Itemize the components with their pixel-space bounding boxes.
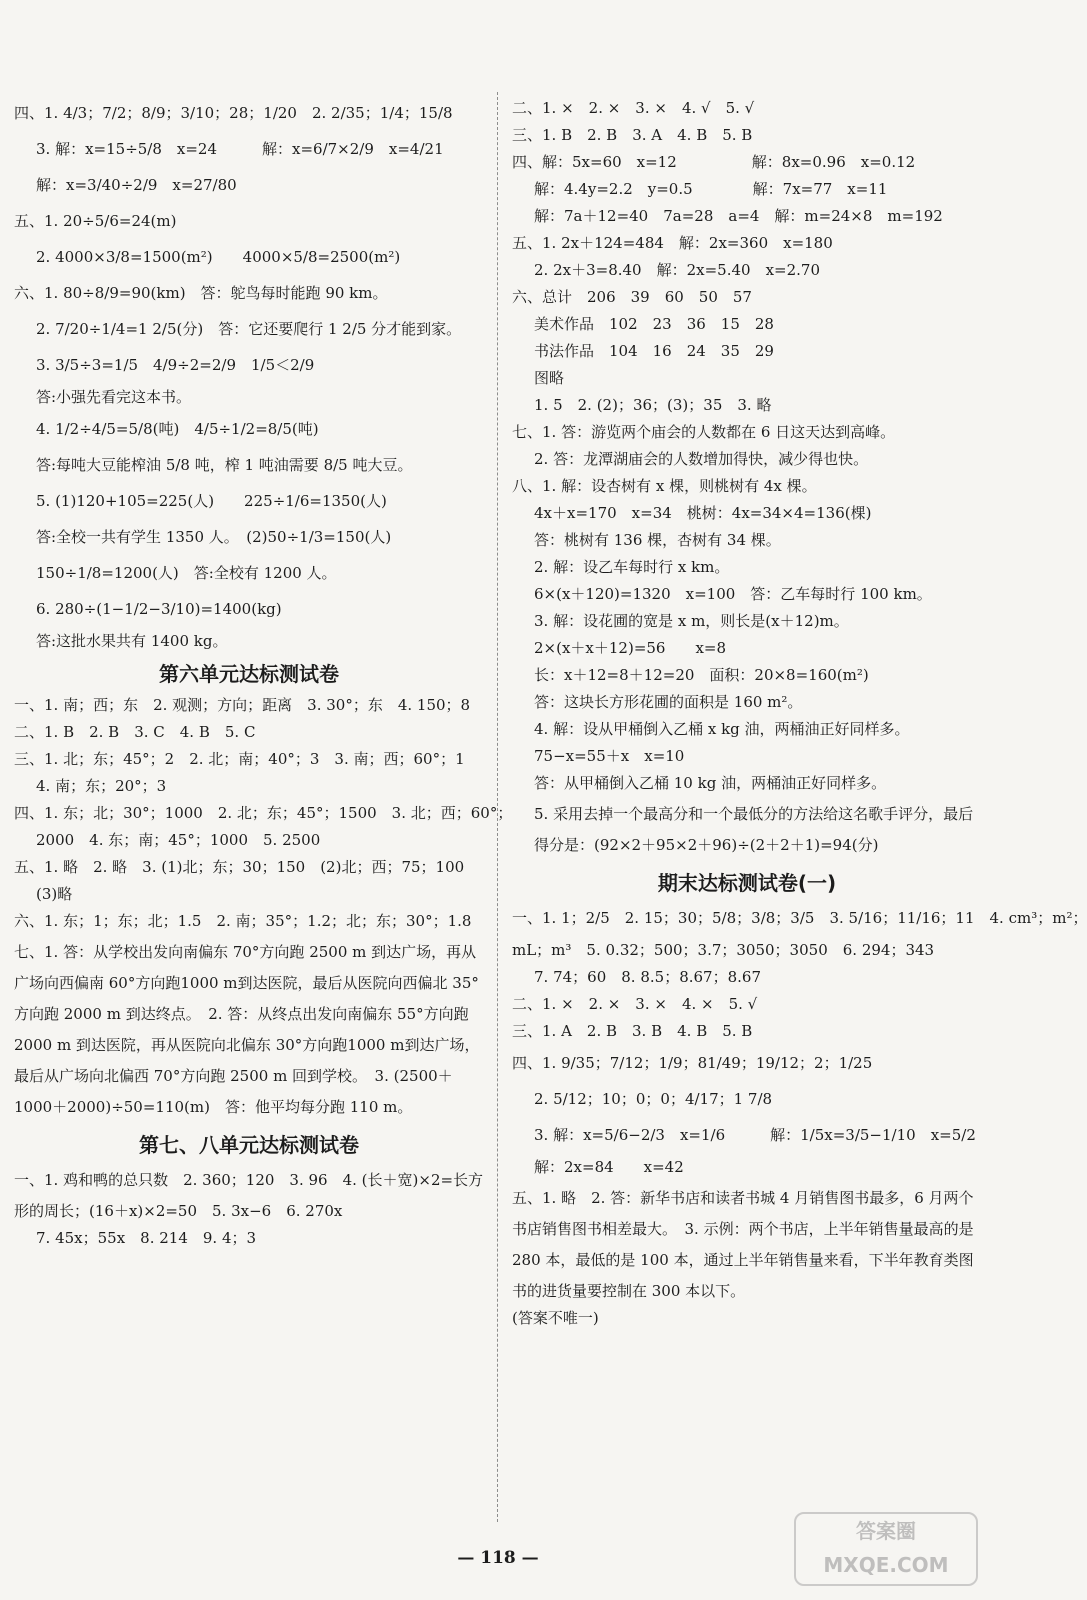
answer-line: 图略 bbox=[534, 369, 565, 387]
answer-line: 75−x=55＋x x=10 bbox=[534, 747, 685, 765]
answer-line: 解：4.4y=2.2 y=0.5 解：7x=77 x=11 bbox=[534, 180, 888, 198]
right-answer-paragraph-2: 五、1. 略 2. 答：新华书店和读者书城 4 月销售图书最多，6 月两个书店销售图书相差最大。 3. 示例：两个书店，上半年销售量最高的是 280 本，最低的是 100 本，通过上半年销售量来看，下半年教育类图书的进货量要控制在 300 本以下。 bbox=[512, 1189, 974, 1300]
answer-line: 2000 4. 东；南；45°；1000 5. 2500 bbox=[36, 831, 321, 849]
answer-line: 解：x=3/40÷2/9 x=27/80 bbox=[36, 176, 237, 194]
left-answers-part1 bbox=[14, 98, 484, 652]
answer-line: 答:这批水果共有 1400 kg。 bbox=[36, 632, 228, 650]
left-answer-paragraph: 七、1. 答：从学校出发向南偏东 70°方向跑 2500 m 到达广场，再从广场向西偏南 60°方向跑1000 m到达医院，最后从医院向西偏北 35°方向跑 2000 m 到达终点。 2. 答：从终点出发向南偏东 55°方向跑 2000 m 到达医院，再从医院向北偏东 30°方向跑1000 m到达广场，最后从广场向北偏西 70°方向跑 2500 m 回到学校。 3. (2500＋1000＋2000)÷50=110(m) 答：他平均每分跑 110 m。 bbox=[14, 943, 480, 1116]
answer-line: 答:每吨大豆能榨油 5/8 吨，榨 1 吨油需要 8/5 吨大豆。 bbox=[36, 456, 413, 474]
answer-line: 1. 5 2. (2)；36；(3)；35 3. 略 bbox=[534, 396, 772, 414]
answer-line: 6. 280÷(1−1/2−3/10)=1400(kg) bbox=[36, 600, 282, 618]
answer-line: 3. 3/5÷3=1/5 4/9÷2=2/9 1/5＜2/9 bbox=[36, 356, 315, 374]
answer-line: 三、1. B 2. B 3. A 4. B 5. B bbox=[512, 126, 753, 144]
answer-line: 四、1. 9/35；7/12；1/9；81/49；19/12；2；1/25 bbox=[512, 1054, 873, 1072]
answer-line: 四、1. 4/3；7/2；8/9；3/10；28；1/20 2. 2/35；1/4；15/8 bbox=[14, 104, 453, 122]
answer-line: 解：7a＋12=40 7a=28 a=4 解：m=24×8 m=192 bbox=[534, 207, 943, 225]
left-answer-paragraph-2: 一、1. 鸡和鸭的总只数 2. 360；120 3. 96 4. (长＋宽)×2=长方形的周长；(16＋x)×2=50 5. 3x−6 6. 270x bbox=[14, 1171, 484, 1220]
answer-line: 答：桃树有 136 棵，杏树有 34 棵。 bbox=[534, 531, 781, 549]
answer-line: 2. 5/12；10；0；0；4/17；1 7/8 bbox=[534, 1090, 773, 1108]
answer-line: 2. 2x＋3=8.40 解：2x=5.40 x=2.70 bbox=[534, 261, 820, 279]
answer-line: 三、1. A 2. B 3. B 4. B 5. B bbox=[512, 1022, 753, 1040]
answer-line: 美术作品 102 23 36 15 28 bbox=[534, 315, 774, 333]
answer-line: (3)略 bbox=[36, 885, 73, 903]
page-number: — 118 — bbox=[457, 1548, 539, 1568]
answer-line: 四、1. 东；北；30°；1000 2. 北；东；45°；1500 3. 北；西；60°； bbox=[14, 804, 513, 822]
answer-line: 二、1. B 2. B 3. C 4. B 5. C bbox=[14, 723, 256, 741]
right-column bbox=[512, 92, 1087, 1329]
watermark-logo: 答案圈 MXQE.COM bbox=[794, 1512, 978, 1586]
answer-line: 答:小强先看完这本书。 bbox=[36, 388, 192, 406]
answer-line: 六、1. 东；1；东；北；1.5 2. 南；35°；1.2；北；东；30°；1.8 bbox=[14, 912, 472, 930]
answer-line: 4. 南；东；20°；3 bbox=[36, 777, 167, 795]
answer-line: 五、1. 20÷5/6=24(m) bbox=[14, 212, 177, 230]
answer-line: 书法作品 104 16 24 35 29 bbox=[534, 342, 774, 360]
answer-line: 四、解：5x=60 x=12 解：8x=0.96 x=0.12 bbox=[512, 153, 916, 171]
answer-line: 4. 解：设从甲桶倒入乙桶 x kg 油，两桶油正好同样多。 bbox=[534, 720, 910, 738]
answer-line: 4x＋x=170 x=34 桃树：4x=34×4=136(棵) bbox=[534, 504, 872, 522]
answer-line: 2. 4000×3/8=1500(m²) 4000×5/8=2500(m²) bbox=[36, 248, 401, 266]
answer-line: 3. 解：x=15÷5/8 x=24 解：x=6/7×2/9 x=4/21 bbox=[36, 140, 444, 158]
answer-line: 7. 74；60 8. 8.5；8.67；8.67 bbox=[534, 968, 761, 986]
answer-line: 六、总计 206 39 60 50 57 bbox=[512, 288, 752, 306]
left-answers-unit6 bbox=[14, 694, 513, 932]
answer-line: 六、1. 80÷8/9=90(km) 答：鸵鸟每时能跑 90 km。 bbox=[14, 284, 388, 302]
answer-line: 150÷1/8=1200(人) 答:全校有 1200 人。 bbox=[36, 564, 337, 582]
heading-final-exam-1: 期末达标测试卷(一) bbox=[657, 871, 837, 895]
answer-line: 2. 解：设乙车每时行 x km。 bbox=[534, 558, 730, 576]
answer-line: 3. 解：设花圃的宽是 x m，则长是(x＋12)m。 bbox=[534, 612, 849, 630]
left-column bbox=[14, 92, 513, 1249]
right-answer-paragraph: 5. 采用去掉一个最高分和一个最低分的方法给这名歌手评分，最后得分是：(92×2＋95×2＋96)÷(2＋2＋1)=94(分) bbox=[534, 805, 974, 854]
right-last-line: (答案不唯一) bbox=[512, 1309, 599, 1327]
answer-line: 答：从甲桶倒入乙桶 10 kg 油，两桶油正好同样多。 bbox=[534, 774, 887, 792]
answer-line: 二、1. × 2. × 3. × 4. × 5. √ bbox=[512, 995, 758, 1013]
answer-line: 五、1. 略 2. 略 3. (1)北；东；30；150 (2)北；西；75；100 bbox=[14, 858, 465, 876]
left-last-line: 7. 45x；55x 8. 214 9. 4；3 bbox=[36, 1229, 257, 1247]
heading-unit6: 第六单元达标测试卷 bbox=[159, 662, 339, 686]
answer-line: 五、1. 2x＋124=484 解：2x=360 x=180 bbox=[512, 234, 833, 252]
answer-line: 5. (1)120+105=225(人) 225÷1/6=1350(人) bbox=[36, 492, 387, 510]
answer-line: mL；m³ 5. 0.32；500；3.7；3050；3050 6. 294；343 bbox=[512, 941, 935, 959]
answer-line: 一、1. 南；西；东 2. 观测；方向；距离 3. 30°；东 4. 150；8 bbox=[14, 696, 471, 714]
answer-line: 答：这块长方形花圃的面积是 160 m²。 bbox=[534, 693, 803, 711]
answer-line: 2. 7/20÷1/4=1 2/5(分) 答：它还要爬行 1 2/5 分才能到家。 bbox=[36, 320, 462, 338]
answer-line: 三、1. 北；东；45°；2 2. 北；南；40°；3 3. 南；西；60°；1 bbox=[14, 750, 465, 768]
answer-line: 6×(x＋120)=1320 x=100 答：乙车每时行 100 km。 bbox=[534, 585, 932, 603]
answer-line: 答:全校一共有学生 1350 人。 (2)50÷1/3=150(人) bbox=[36, 528, 392, 546]
answer-line: 2. 答：龙潭湖庙会的人数增加得快，减少得也快。 bbox=[534, 450, 869, 468]
answer-line: 4. 1/2÷4/5=5/8(吨) 4/5÷1/2=8/5(吨) bbox=[36, 420, 319, 438]
answer-line: 2×(x＋x＋12)=56 x=8 bbox=[534, 639, 727, 657]
answer-line: 长：x＋12=8＋12=20 面积：20×8=160(m²) bbox=[534, 666, 869, 684]
answer-line: 一、1. 1；2/5 2. 15；30；5/8；3/8；3/5 3. 5/16；11/16；11 4. cm³；m²； bbox=[512, 909, 1087, 927]
answer-line: 七、1. 答：游览两个庙会的人数都在 6 日这天达到高峰。 bbox=[512, 423, 896, 441]
right-answers-part1 bbox=[512, 97, 982, 794]
answer-line: 二、1. × 2. × 3. × 4. √ 5. √ bbox=[512, 99, 755, 117]
right-answers-final bbox=[512, 903, 1087, 1178]
answer-line: 八、1. 解：设杏树有 x 棵，则桃树有 4x 棵。 bbox=[512, 477, 817, 495]
answer-line: 3. 解：x=5/6−2/3 x=1/6 解：1/5x=3/5−1/10 x=5/2 bbox=[534, 1126, 976, 1144]
heading-unit7-8: 第七、八单元达标测试卷 bbox=[139, 1133, 359, 1157]
answer-line: 解：2x=84 x=42 bbox=[534, 1158, 684, 1176]
